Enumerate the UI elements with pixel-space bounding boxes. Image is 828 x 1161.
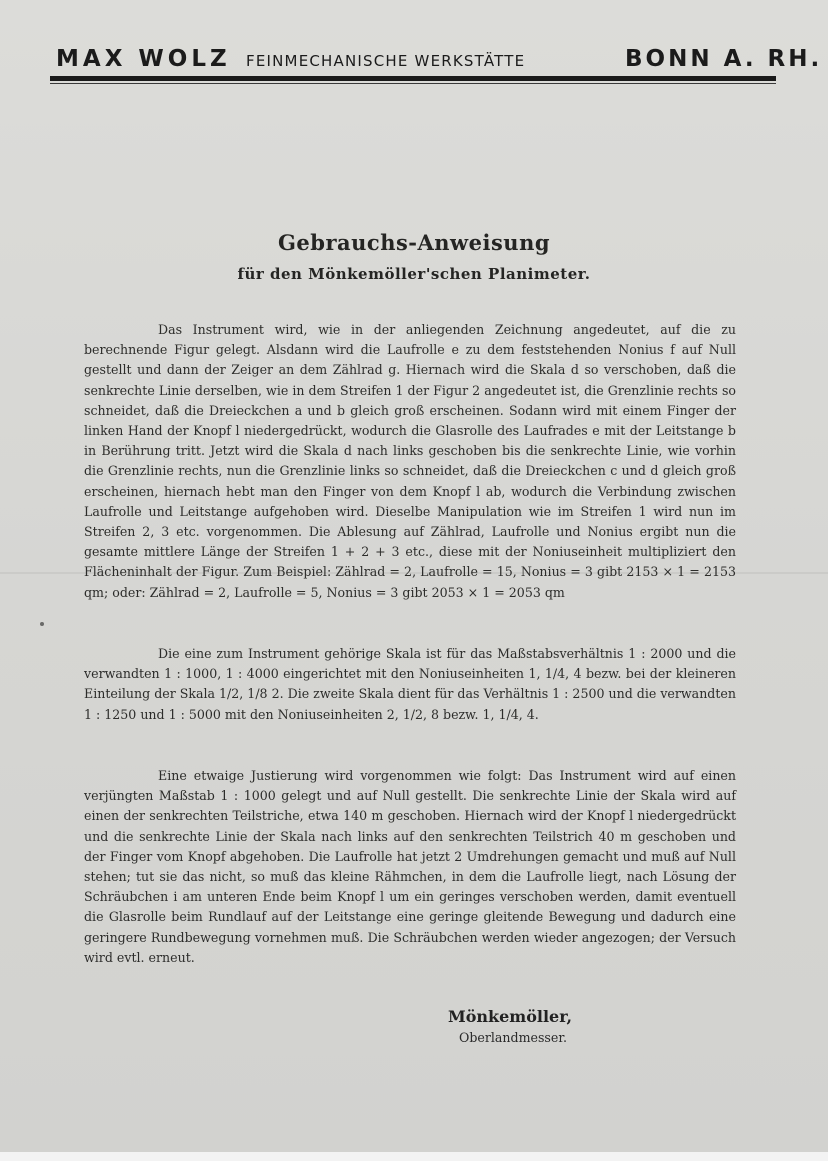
document-title: Gebrauchs-Anweisung — [277, 230, 551, 255]
paragraph-scales: Die eine zum Instrument gehörige Skala ist für das Maßstabsverhältnis 1 : 2000 und die verwandten 1 : 1000, 1 : 4000 eingerichtet mit den Noniuseinheiten 1, 1/4, 4 bezw. bei der kleineren Einteilung der Skala 1/2, 1/8 2. Die zweite Skala dient für das Verhältnis 1 : 2500 und die verwandten 1 : 1250 und 1 : 5000 mit den Noniuseinheiten 2, 1/2, 8 bezw. 1, 1/4, 4. — [84, 646, 736, 722]
document-subtitle: für den Mönkemöller'schen Planimeter. — [237, 265, 591, 283]
letterhead-workshop: FEINMECHANISCHE WERKSTÄTTE — [246, 52, 526, 70]
letterhead — [50, 44, 823, 78]
paragraph-usage: Das Instrument wird, wie in der anliegenden Zeichnung angedeutet, auf die zu berechnende Figur gelegt. Alsdann wird die Laufrolle e zu dem feststehenden Nonius f auf Null gestellt und dann der Zeiger an dem Zählrad g. Hiernach wird die Skala d so verschoben, daß die senkrechte Linie derselben, wie in dem Streifen 1 der Figur 2 angedeutet ist, die Grenzlinie rechts so schneidet, daß die Dreieckchen a und b gleich groß erscheinen. Sodann wird mit einem Finger der linken Hand der Knopf l niedergedrückt, wodurch die Glasrolle des Laufrades e mit der Leitstange b in Berührung tritt. Jetzt wird die Skala d nach links geschoben bis die senkrechte Linie, wie vorhin die Grenzlinie rechts, nun die Grenzlinie links so schneidet, daß die Dreieckchen c und d gleich groß erscheinen, hiernach hebt man den Finger von dem Knopf l ab, wodurch die Verbindung zwischen Laufrolle und Leitstange aufgehoben wird. Dieselbe Manipulation wie im Streifen 1 wird nun im Streifen 2, 3 etc. vorgenommen. Die Ablesung auf Zählrad, Laufrolle und Nonius ergibt nun die gesamte mittlere Länge der Streifen 1 + 2 + 3 etc., diese mit der Noniuseinheit multipliziert den Flächeninhalt der Figur. Zum Beispiel: Zählrad = 2, Laufrolle = 15, Nonius = 3 gibt 2153 × 1 = 2153 qm; oder: Zählrad = 2, Laufrolle = 5, Nonius = 3 gibt 2053 × 1 = 2053 qm — [84, 322, 736, 600]
letterhead-rule-thin — [50, 83, 776, 84]
page-bottom-edge — [0, 1152, 828, 1161]
letterhead-rule-thick — [50, 76, 776, 81]
signature-title: Oberlandmesser. — [459, 1030, 567, 1045]
letterhead-city: BONN A. RH. — [625, 46, 823, 72]
paper-speck — [40, 622, 44, 626]
paragraph-adjustment: Eine etwaige Justierung wird vorgenommen wie folgt: Das Instrument wird auf einen verjüngten Maßstab 1 : 1000 gelegt und auf Null gestellt. Die senkrechte Linie der Skala wird auf einen der senkrechten Teilstriche, etwa 140 m geschoben. Hiernach wird der Knopf l niedergedrückt und die senkrechte Linie der Skala nach links auf den senkrechten Teilstrich 40 m geschoben und der Finger vom Knopf abgehoben. Die Laufrolle hat jetzt 2 Umdrehungen gemacht und muß auf Null stehen; tut sie das nicht, so muß das kleine Rähmchen, in dem die Laufrolle liegt, nach Lösung der Schräubchen i am unteren Ende beim Knopf l um ein geringes verschoben werden, damit eventuell die Glasrolle beim Rundlauf auf der Leitstange eine geringe gleitende Bewegung und dadurch eine geringere Rundbewegung vornehmen muß. Die Schräubchen werden wieder angezogen; der Versuch wird evtl. erneut. — [84, 768, 736, 965]
signature-name: Mönkemöller, — [448, 1007, 573, 1026]
letterhead-company-name: MAX WOLZ — [56, 46, 231, 72]
